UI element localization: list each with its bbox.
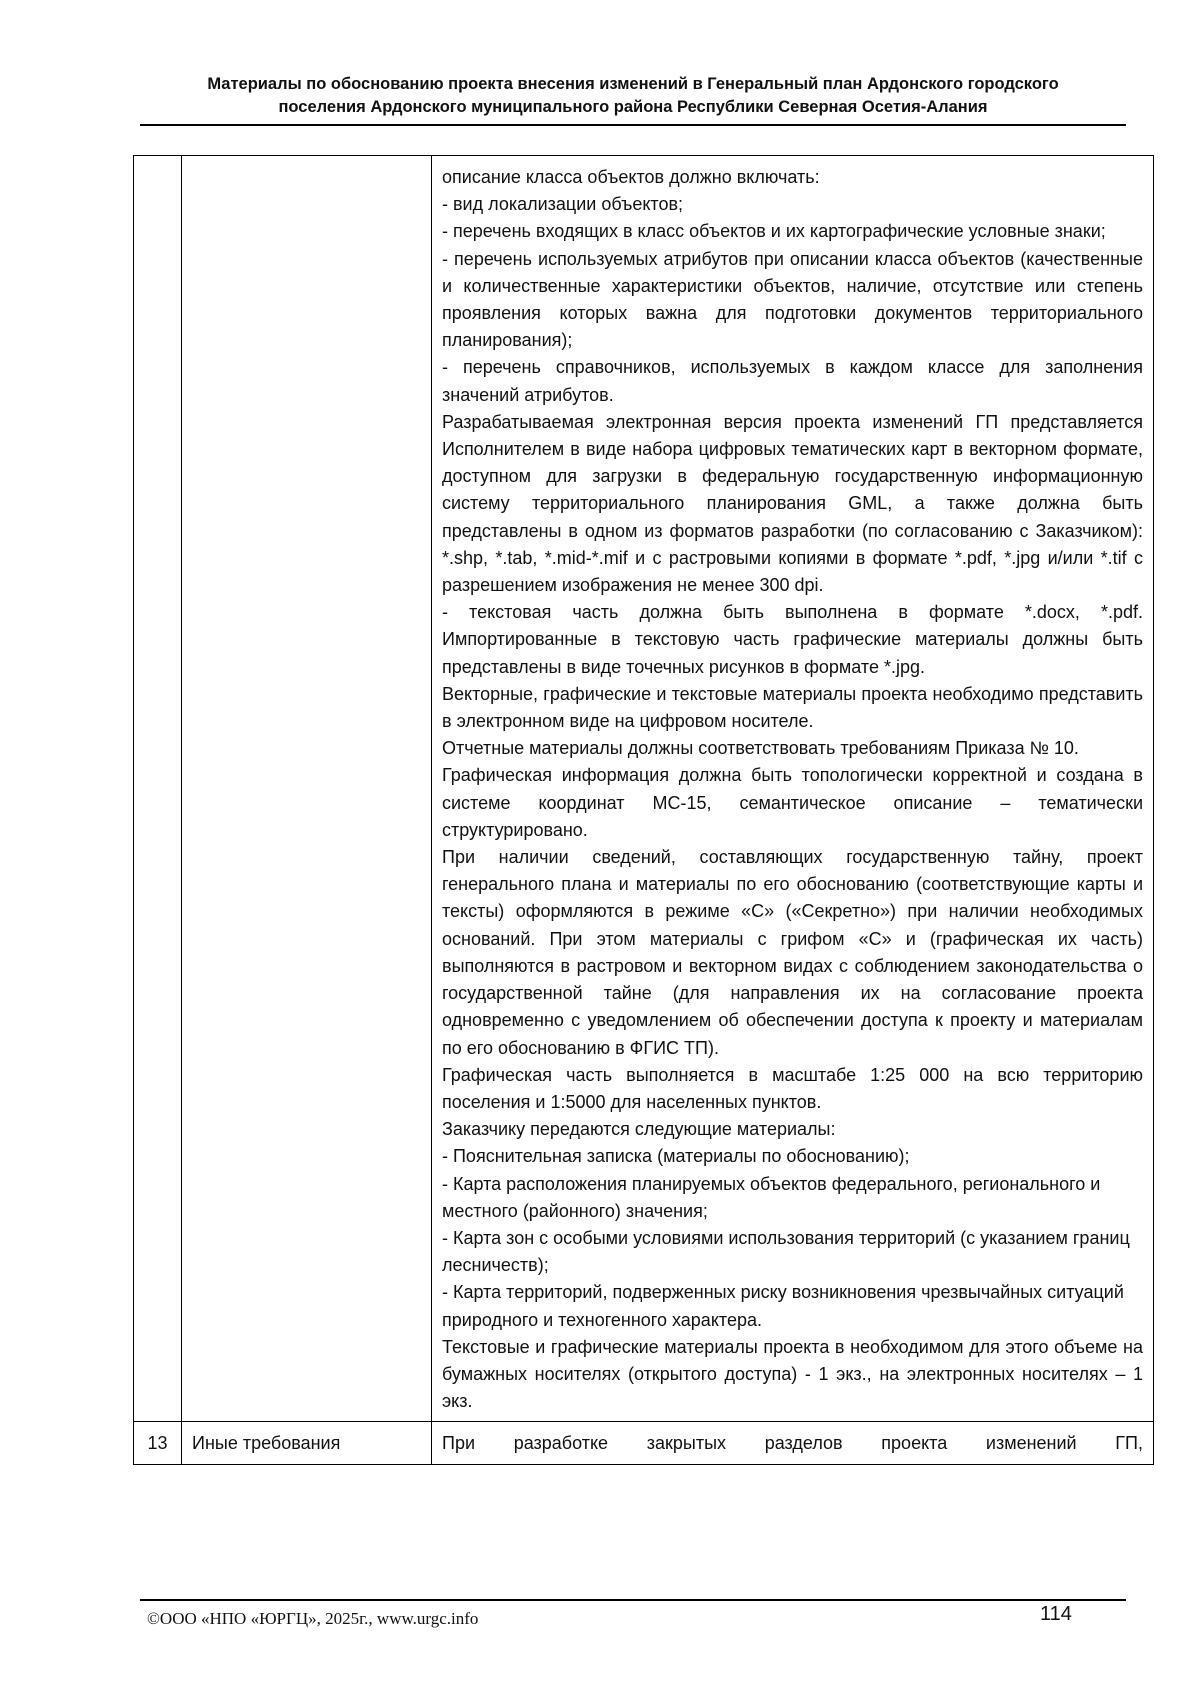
footer-divider [140,1599,1126,1601]
header-line-2: поселения Ардонского муниципального района Республики Северная Осетия-Алания [278,98,988,116]
requirement-paragraph: Векторные, графические и текстовые материалы проекта необходимо представить в электронном виде на цифровом носителе. [442,683,1143,732]
requirements-table [133,155,1154,1465]
requirement-paragraph: - перечень справочников, используемых в каждом классе для заполнения значений атрибутов. [442,357,1143,405]
requirement-paragraph: описание класса объектов должно включать: [442,167,820,187]
requirement-paragraph: Заказчику передаются следующие материалы: [442,1119,836,1140]
requirement-paragraph: При наличии сведений, составляющих государственную тайну, проект генерального плана и материалы по его обоснованию (соответствующие карты и тексты) оформляются в режиме «С» («Секретно») при наличии необходимых оснований. При этом материалы с грифом «С» и (графическая их часть) выполняются в растровом и векторном видах с соблюдением законодательства о государственной тайне (для направления их на согласование проекта одновременно с уведомлением об обеспечении доступа к проекту и материалам по его обоснованию в ФГИС ТП). [442,847,1143,1058]
requirement-paragraph: Графическая часть выполняется в масштабе 1:25 000 на всю территорию поселения и 1:5000 для населенных пунктов. [442,1064,1143,1112]
row-text-cell [432,1422,1154,1464]
requirement-paragraph: - вид локализации объектов; [442,194,684,215]
requirement-paragraph: - перечень входящих в класс объектов и их картографические условные знаки; [442,221,1106,242]
requirement-paragraph: Текстовые и графические материалы проекта в необходимом для этого объеме на бумажных носителях (открытого доступа) - 1 экз., на электронных носителях – 1 экз. [442,1336,1143,1412]
row-name-cell [182,156,432,1422]
requirement-paragraph: - Карта зон с особыми условиями использования территорий (с указанием границ лесничеств); [442,1227,1130,1276]
row-name-cell: Иные требования [182,1422,432,1464]
requirement-paragraph: - перечень используемых атрибутов при описании класса объектов (качественные и количественные характеристики объектов, наличие, отсутствие или степень проявления которых важна для подготовки документов территориального планирования); [442,248,1143,351]
table-row [134,156,1154,1422]
page-number: 114 [1040,1603,1072,1625]
requirement-paragraph: Графическая информация должна быть топологически корректной и создана в системе координат МС-15, семантическое описание – тематически структурировано. [442,765,1143,840]
footer-copyright: ©ООО «НПО «ЮРГЦ», 2025г., www.urgc.info [147,1609,479,1628]
row-text-cell [432,156,1154,1422]
page-header [140,73,1126,119]
row-number-cell: 13 [134,1422,182,1464]
requirement-paragraph: При разработке закрытых разделов проекта изменений ГП, [442,1433,1143,1454]
requirement-paragraph: - Карта территорий, подверженных риску возникновения чрезвычайных ситуаций природного и техногенного характера. [442,1282,1124,1330]
requirement-paragraph: - Карта расположения планируемых объектов федерального, регионального и местного (районного) значения; [442,1173,1101,1221]
row-number-cell [134,156,182,1422]
requirement-paragraph: - текстовая часть должна быть выполнена в формате *.docx, *.pdf. Импортированные в текстовую часть графические материалы должны быть представлены в виде точечных рисунков в формате *.jpg. [442,602,1143,677]
requirement-paragraph: - Пояснительная записка (материалы по обоснованию); [442,1146,910,1167]
requirement-paragraph: Отчетные материалы должны соответствовать требованиям Приказа № 10. [442,738,1079,759]
table-row [134,1422,1154,1464]
header-line-1: Материалы по обоснованию проекта внесения изменений в Генеральный план Ардонского городского [207,75,1059,93]
header-divider [140,124,1126,126]
requirement-paragraph: Разрабатываемая электронная версия проекта изменений ГП представляется Исполнителем в виде набора цифровых тематических карт в векторном формате, доступном для загрузки в федеральную государственную информационную систему территориального планирования GML, а также должна быть представлены в одном из форматов разработки (по согласованию с Заказчиком): *.shp, *.tab, *.mid-*.mif и с растровыми копиями в формате *.pdf, *.jpg и/или *.tif с разрешением изображения не менее 300 dpi. [442,411,1143,596]
